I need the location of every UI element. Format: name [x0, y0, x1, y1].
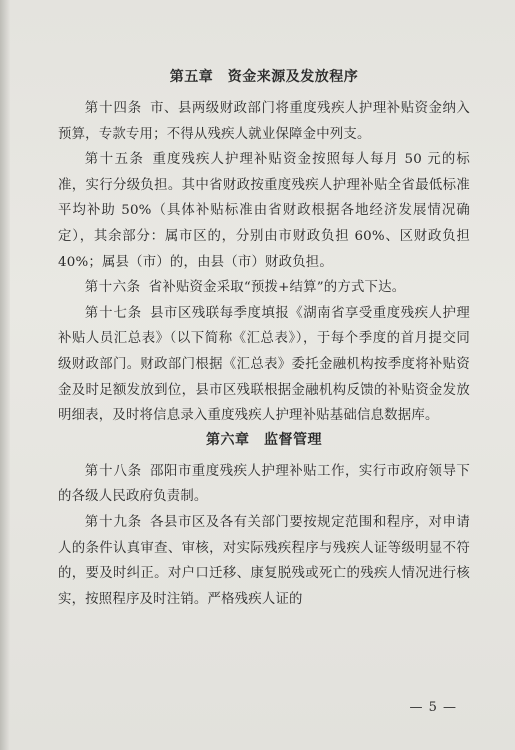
article-18	[58, 459, 470, 510]
article-text: 省补贴资金采取“预拨+结算”的方式下达。	[148, 280, 406, 296]
chapter-5-title: 第五章 资金来源及发放程序	[169, 69, 359, 85]
article-text: 邵阳市重度残疾人护理补贴工作，实行市政府领导下的各级人民政府负责制。	[58, 463, 470, 505]
article-label: 第十九条	[84, 514, 143, 530]
article-19	[58, 510, 470, 612]
article-text: 市、县两级财政部门将重度残疾人护理补贴资金纳入预算，专款专用；不得从残疾人就业保障金中列支。	[58, 101, 470, 142]
article-label: 第十五条	[84, 152, 145, 168]
article-text: 重度残疾人护理补贴资金按照每人每月 50 元的标准，实行分级负担。其中省财政按重度残疾人护理补贴全省最低标准平均补助 50%（具体补贴标准由省财政根据各地经济发展情况确定），其余部分：属市区的，分别由市财政负担 60%、区财政负担 40%；属县（市）的，由县（市）财政负担。	[58, 152, 470, 270]
article-17	[58, 301, 470, 429]
chapter-6-title: 第六章 监督管理	[206, 431, 322, 448]
article-16	[58, 275, 470, 301]
article-label: 第十四条	[84, 101, 143, 116]
article-label: 第十六条	[84, 280, 141, 296]
binding-shadow	[0, 0, 10, 750]
page-content	[58, 66, 470, 612]
article-14	[58, 96, 470, 147]
article-text: 各县市区及各有关部门要按规定范围和程序，对申请人的条件认真审查、审核，对实际残疾程序与残疾人证等级明显不符的，要及时纠正。对户口迁移、康复脱残或死亡的残疾人情况进行核实，按照程序及时注销。严格残疾人证的	[58, 514, 470, 607]
article-text: 县市区残联每季度填报《湖南省享受重度残疾人护理补贴人员汇总表》（以下简称《汇总表》），于每个季度的首月提交同级财政部门。财政部门根据《汇总表》委托金融机构按季度将补贴资金及时足额发放到位，县市区残联根据金融机构反馈的补贴资金发放明细表，及时将信息录入重度残疾人护理补贴基础信息数据库。	[58, 305, 470, 424]
page-number: — 5 —	[409, 700, 457, 715]
article-label: 第十七条	[84, 305, 143, 321]
article-15	[58, 147, 470, 275]
article-label: 第十八条	[84, 463, 143, 479]
